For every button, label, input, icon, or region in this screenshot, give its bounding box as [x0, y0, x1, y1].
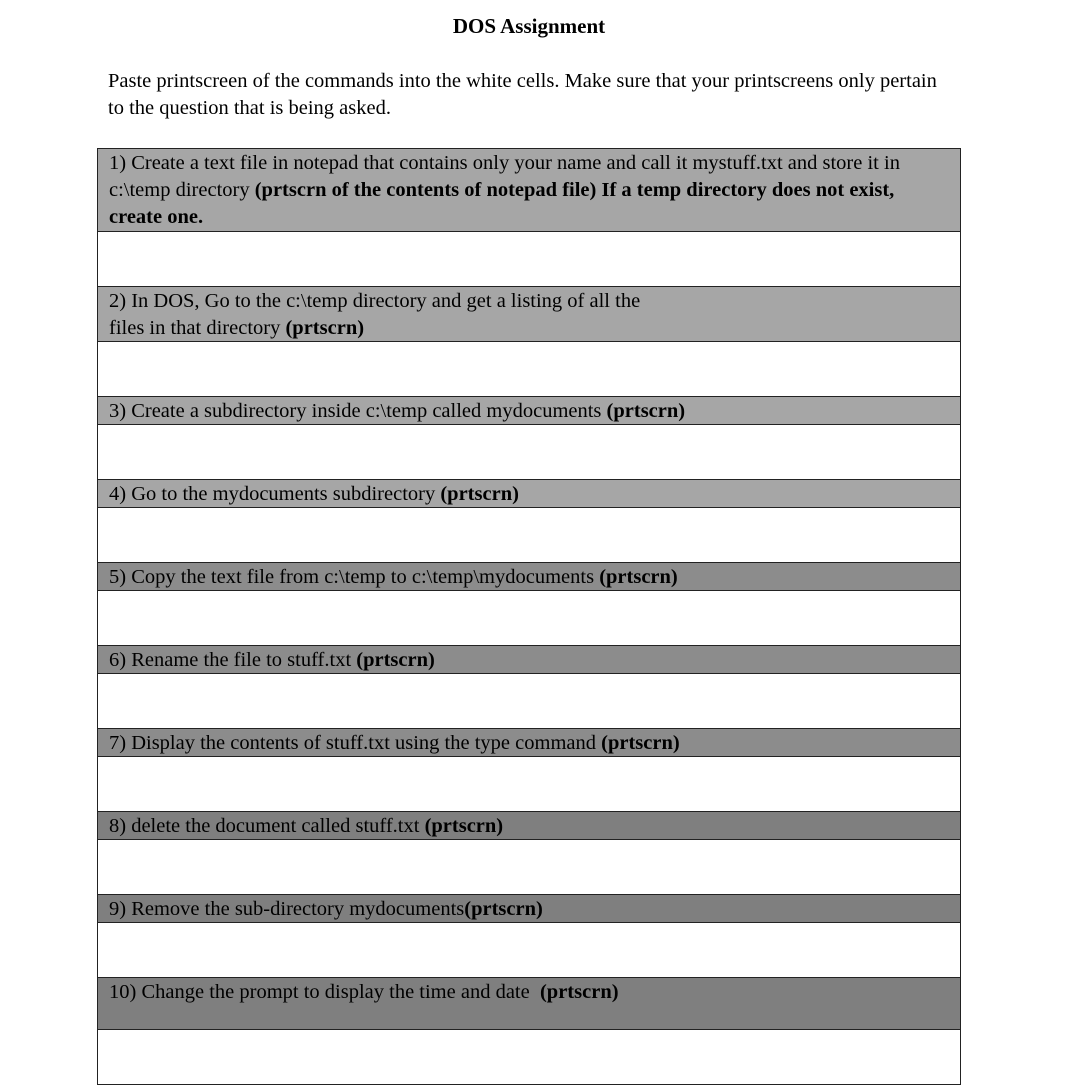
question-1-text: 1) Create a text file in notepad that contains only your name and call it mystuff.txt and store it in c:\temp directory: [109, 152, 900, 201]
document-title: DOS Assignment: [452, 14, 606, 38]
question-4-text: 4) Go to the mydocuments subdirectory: [109, 483, 441, 505]
question-row-2: [98, 287, 960, 342]
answer-cell-10[interactable]: [98, 1030, 960, 1085]
question-row-4: [98, 480, 960, 508]
question-7-text: 7) Display the contents of stuff.txt using the type command: [109, 732, 602, 754]
question-9-text: 9) Remove the sub-directory mydocuments: [109, 898, 465, 920]
question-2-text: 2) In DOS, Go to the c:\temp directory and get a listing of all the: [109, 290, 641, 312]
question-row-3: [98, 397, 960, 425]
question-4-bold-text: (prtscrn): [440, 483, 519, 505]
answer-cell-4[interactable]: [98, 508, 960, 563]
question-5-text: 5) Copy the text file from c:\temp to c:\temp\mydocuments: [109, 566, 600, 588]
question-8-text: 8) delete the document called stuff.txt: [109, 815, 425, 837]
question-row-8: [98, 812, 960, 840]
answer-cell-7[interactable]: [98, 757, 960, 812]
instructions-text: Paste printscreen of the commands into the white cells. Make sure that your printscreens only pertain to the question that is being asked.: [108, 70, 937, 119]
question-2-bold-text: (prtscrn): [285, 317, 365, 339]
question-row-5: [98, 563, 960, 591]
question-row-10: [98, 978, 960, 1030]
question-row-1: [98, 149, 960, 232]
question-row-7: [98, 729, 960, 757]
answer-cell-8[interactable]: [98, 840, 960, 895]
question-3-text: 3) Create a subdirectory inside c:\temp called mydocuments: [109, 400, 607, 422]
question-10-bold-text: (prtscrn): [539, 981, 619, 1003]
question-row-9: [98, 895, 960, 923]
question-6-text: 6) Rename the file to stuff.txt: [109, 649, 357, 671]
question-row-6: [98, 646, 960, 674]
question-1-bold-text: (prtscrn of the contents of notepad file) If a temp directory does not exist, create one.: [109, 179, 895, 228]
question-7-bold-text: (prtscrn): [601, 732, 680, 754]
question-9-bold-text: (prtscrn): [464, 898, 543, 920]
question-5-bold-text: (prtscrn): [599, 566, 678, 588]
answer-cell-5[interactable]: [98, 591, 960, 646]
answer-cell-9[interactable]: [98, 923, 960, 978]
answer-cell-2[interactable]: [98, 342, 960, 397]
question-3-bold-text: (prtscrn): [606, 400, 686, 422]
question-2-text-line2: files in that directory: [109, 317, 286, 339]
answer-cell-6[interactable]: [98, 674, 960, 729]
question-8-bold-text: (prtscrn): [424, 815, 504, 837]
question-6-bold-text: (prtscrn): [356, 649, 435, 671]
assignment-table: [97, 148, 961, 1085]
question-10-text: 10) Change the prompt to display the time and date: [109, 981, 540, 1003]
answer-cell-3[interactable]: [98, 425, 960, 480]
answer-cell-1[interactable]: [98, 232, 960, 287]
